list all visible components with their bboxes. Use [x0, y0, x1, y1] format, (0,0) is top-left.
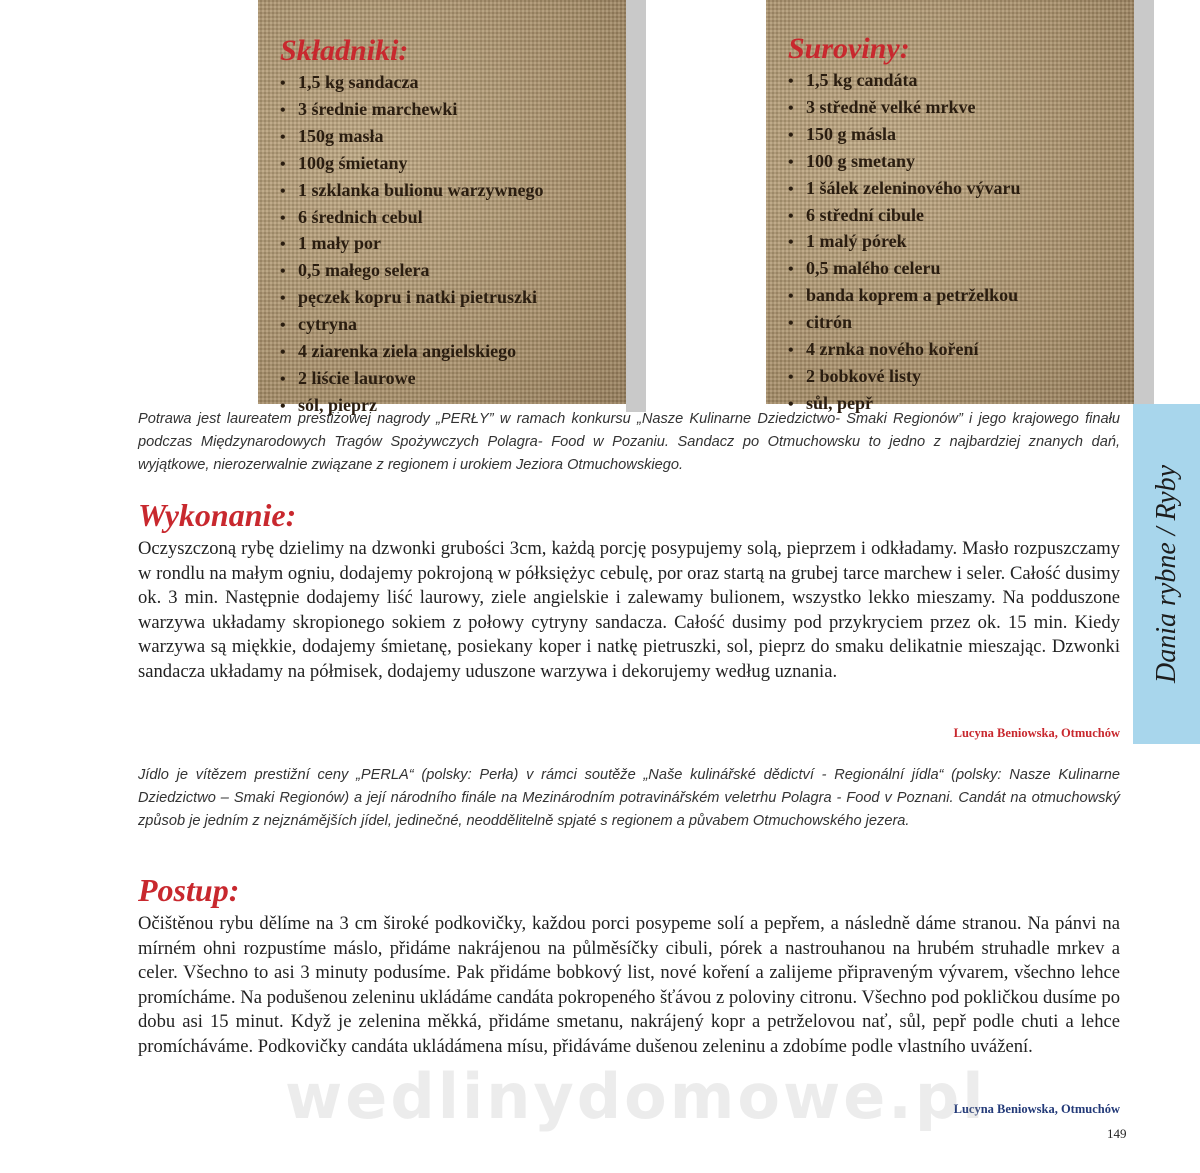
bullet-icon: • — [788, 288, 794, 306]
ingredient-item — [788, 283, 1134, 310]
ingredient-item — [280, 97, 626, 124]
ingredient-label: sůl, pepř — [806, 392, 874, 413]
ingredient-label: 0,5 małego selera — [298, 260, 430, 281]
instructions-czech: Očištěnou rybu dělíme na 3 cm široké podkovičky, každou porci posypeme solí a pepřem, a následně dáme stranou. Na pánvi na mírném ohni rozpustíme máslo, přidáme nakrájenou na půlměsíčky cibuli, pórek a nastrouhanou na hrubém struhadle mrkev a celer. Všechno to asi 3 minuty podusíme. Pak přidáme bobkový list, nové koření a zalijeme připraveným vývarem, všechno lehce promícháme. Na podušenou zeleninu ukládáme candáta pokropeného šťávou z poloviny citronu. Všechno pod pokličkou dusíme po dobu asi 15 minut. Když je zelenina měkká, přidáme smetanu, nakrájený kopr a petrželovou nať, sůl, pepř podle chuti a lehce promícháváme. Podkovičky candáta ukládámena mísu, přidáváme dušenou zeleninu a zdobíme podle vlastního uvážení. — [138, 913, 1120, 1057]
bullet-icon: • — [788, 126, 794, 144]
bullet-icon: • — [788, 207, 794, 225]
bullet-icon: • — [280, 155, 286, 173]
ingredient-label: 1 szklanka bulionu warzywnego — [298, 179, 544, 200]
ingredient-label: 6 średnich cebul — [298, 206, 423, 227]
section-title-polish: Wykonanie: — [138, 497, 297, 533]
bullet-icon: • — [280, 397, 286, 415]
ingredient-label: 6 střední cibule — [806, 204, 925, 225]
ingredient-item — [280, 285, 626, 312]
ingredient-label: cytryna — [298, 314, 357, 335]
ingredient-item — [788, 203, 1134, 230]
bullet-icon: • — [280, 236, 286, 254]
ingredient-item — [280, 366, 626, 393]
instructions-polish: Oczyszczoną rybę dzielimy na dzwonki grubości 3cm, każdą porcję posypujemy solą, pieprzem i odkładamy. Masło rozpuszczamy w rondlu na małym ogniu, dodajemy pokrojoną w półksiężyc cebulę, por oraz startą na grubej tarce marchew i seler. Całość dusimy ok. 3 min. Następnie dodajemy liść laurowy, ziele angielskie i zalewamy bulionem, wszystko lekko mieszamy. Na podduszone warzywa układamy skropionego sokiem z połowy cytryny sandacza. Całość dusimy pod przykryciem przez ok. 15 min. Kiedy warzywa są miękkie, dodajemy śmietanę, posiekany koper i natkę pietruszki, sol, pieprz do smaku delikatnie mieszając. Dzwonki sandacza układamy na półmisek, dodajemy uduszone warzywa i dekorujemy według uznania. — [138, 538, 1120, 682]
card-shadow — [626, 0, 646, 412]
ingredient-item — [280, 339, 626, 366]
ingredient-label: 1,5 kg sandacza — [298, 72, 419, 92]
ingredients-title: Suroviny: — [788, 32, 910, 65]
ingredient-item — [788, 68, 1134, 95]
bullet-icon: • — [280, 101, 286, 119]
ingredient-item — [280, 178, 626, 205]
ingredient-label: sól, pieprz — [298, 394, 377, 415]
bullet-icon: • — [280, 128, 286, 146]
bullet-icon: • — [788, 395, 794, 413]
bullet-icon: • — [280, 75, 286, 92]
bullet-icon: • — [788, 261, 794, 279]
ingredient-item — [788, 95, 1134, 122]
bullet-icon: • — [280, 290, 286, 308]
ingredient-item — [788, 176, 1134, 203]
bullet-icon: • — [788, 153, 794, 171]
ingredient-label: 100 g smetany — [806, 150, 915, 171]
ingredient-label: 100g śmietany — [298, 152, 408, 173]
bullet-icon: • — [280, 263, 286, 281]
ingredient-label: 2 bobkové listy — [806, 365, 922, 386]
ingredients-list — [280, 70, 626, 420]
ingredient-label: 3 średnie marchewki — [298, 98, 458, 119]
bullet-icon: • — [788, 368, 794, 386]
ingredient-item — [280, 312, 626, 339]
ingredient-item — [788, 256, 1134, 283]
ingredient-label: banda koprem a petrželkou — [806, 285, 1019, 306]
ingredients-title: Składniki: — [280, 34, 409, 67]
chapter-tab-label: Dania rybne / Ryby — [1150, 465, 1182, 683]
intro-text-czech: Jídlo je vítězem prestižní ceny „PERLA“ (polsky: Perła) v rámci soutěže „Naše kulinářské dědictví - Regionální jídla“ (polsky: Nasze Kulinarne Dziedzictwo – Smaki Regionów) a její národního finále na Mezinárodním potravinářském veletrhu Polagra - Food v Poznani. Candát na otmuchowský způsob je jedním z nejznámějších jídel, jedinečné, neoddělitelně spjaté s regionem a půvabem Otmuchowského jezera. — [138, 767, 1120, 829]
ingredient-label: 2 liście laurowe — [298, 367, 416, 388]
bullet-icon: • — [280, 182, 286, 200]
ingredient-label: pęczek kopru i natki pietruszki — [298, 287, 538, 308]
page-number: 149 — [1107, 1126, 1127, 1141]
bullet-icon: • — [788, 342, 794, 360]
bullet-icon: • — [788, 73, 794, 90]
card-shadow — [1134, 0, 1154, 412]
ingredient-label: 1,5 kg candáta — [806, 70, 918, 90]
bullet-icon: • — [788, 99, 794, 117]
ingredient-item — [788, 337, 1134, 364]
ingredient-item — [280, 205, 626, 232]
ingredient-item — [788, 310, 1134, 337]
ingredient-label: 4 ziarenka ziela angielskiego — [298, 341, 517, 362]
ingredient-item — [280, 151, 626, 178]
ingredient-label: 150g masła — [298, 125, 384, 146]
ingredient-item — [788, 149, 1134, 176]
ingredients-card-polish — [258, 0, 626, 415]
ingredient-label: 1 malý pórek — [806, 231, 907, 252]
bullet-icon: • — [280, 317, 286, 335]
ingredient-label: citrón — [806, 312, 852, 333]
ingredients-list — [788, 68, 1134, 418]
bullet-icon: • — [788, 180, 794, 198]
bullet-icon: • — [280, 344, 286, 362]
author-czech: Lucyna Beniowska, Otmuchów — [953, 1102, 1120, 1116]
chapter-tab — [1133, 404, 1200, 744]
ingredient-item — [788, 364, 1134, 391]
watermark: wedlinydomowe.pl — [285, 1060, 987, 1133]
bullet-icon: • — [280, 209, 286, 227]
bullet-icon: • — [280, 370, 286, 388]
ingredient-item — [280, 231, 626, 258]
ingredient-label: 3 středně velké mrkve — [806, 96, 976, 117]
ingredient-label: 1 šálek zeleninového vývaru — [806, 177, 1021, 198]
ingredient-item — [280, 70, 626, 97]
ingredients-card-czech — [766, 0, 1134, 413]
ingredient-item — [788, 229, 1134, 256]
ingredient-label: 0,5 malého celeru — [806, 258, 941, 279]
author-polish: Lucyna Beniowska, Otmuchów — [953, 726, 1120, 740]
section-title-czech: Postup: — [138, 872, 240, 908]
intro-text-polish: Potrawa jest laureatem prestiżowej nagrody „PERŁY” w ramach konkursu „Nasze Kulinarne Dziedzictwo- Smaki Regionów” i jego krajowego finału podczas Międzynarodowych Tragów Spożywczych Polagra- Food w Pozaniu. Sandacz po Otmuchowsku to jedno z najbardziej znanych dań, wyjątkowe, nierozerwalnie związane z regionem i urokiem Jeziora Otmuchowskiego. — [138, 411, 1120, 473]
ingredient-label: 4 zrnka nového koření — [806, 339, 979, 360]
ingredient-label: 1 mały por — [298, 233, 381, 254]
ingredient-item — [280, 124, 626, 151]
ingredient-item — [280, 258, 626, 285]
bullet-icon: • — [788, 234, 794, 252]
bullet-icon: • — [788, 315, 794, 333]
ingredient-item — [788, 122, 1134, 149]
ingredient-label: 150 g másla — [806, 123, 896, 144]
